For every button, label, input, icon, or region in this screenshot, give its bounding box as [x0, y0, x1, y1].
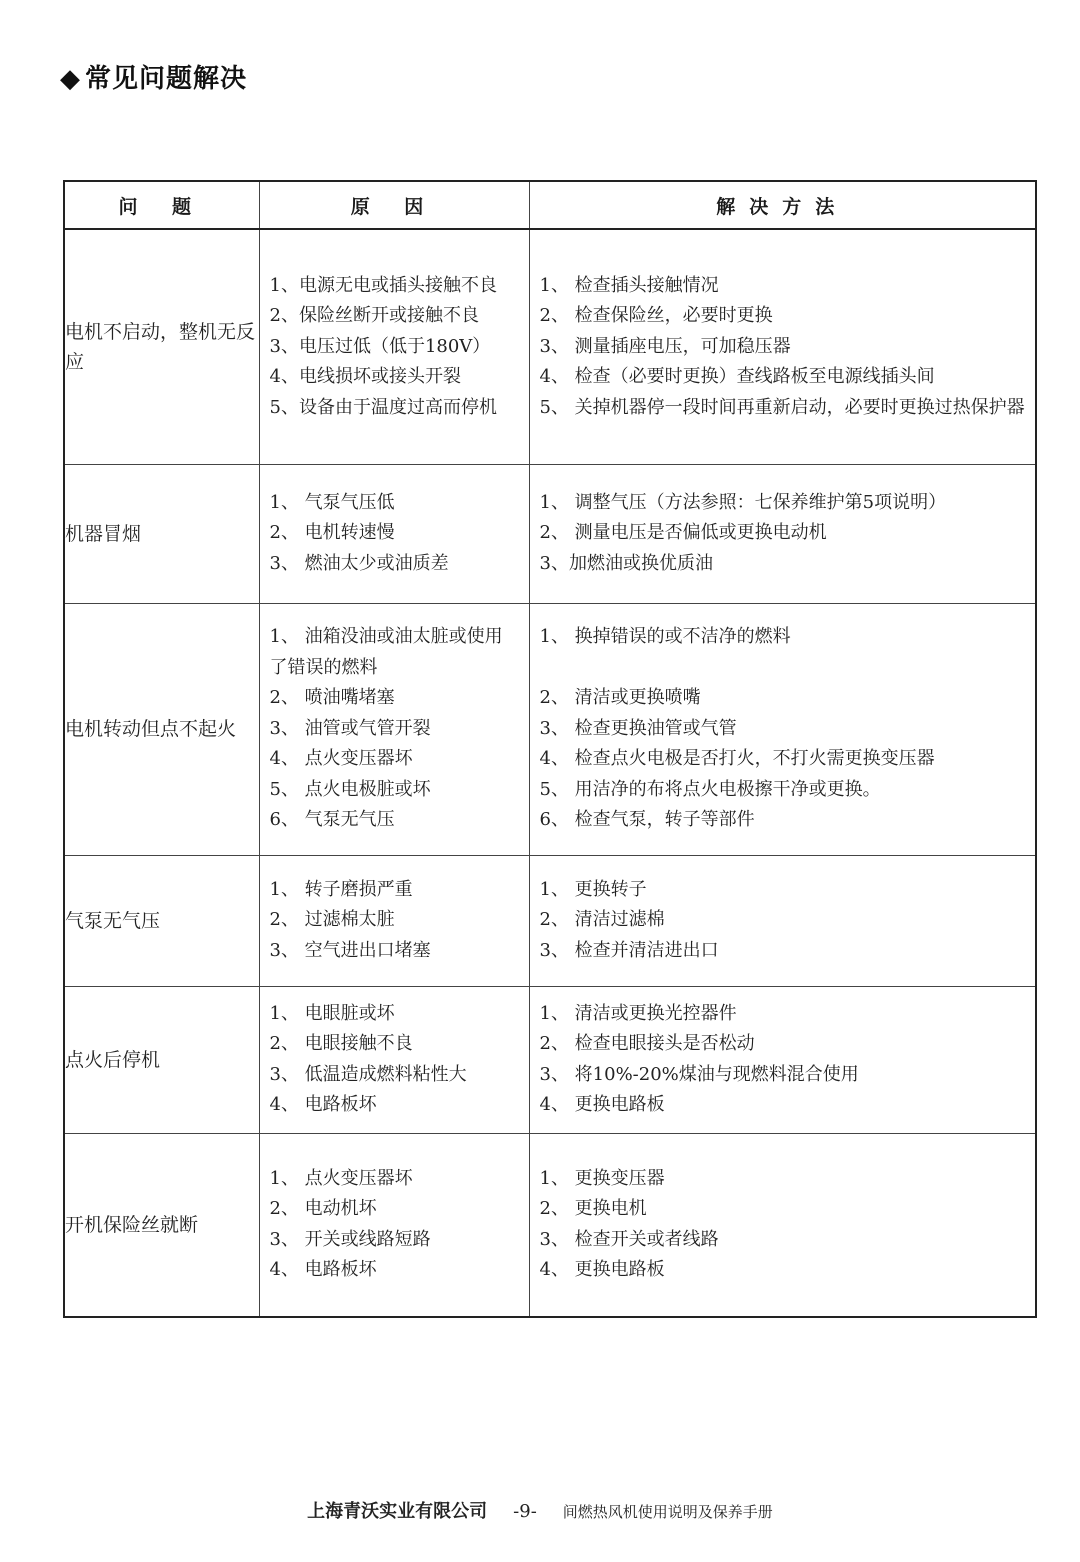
problem-cell: 气泵无气压 — [64, 855, 259, 986]
cause-item: 3、 油管或气管开裂 — [269, 717, 431, 739]
cause-cell — [259, 464, 529, 603]
solution-item: 2、 清洁过滤棉 — [539, 909, 665, 931]
cause-item: 1、 气泵气压低 — [269, 491, 395, 513]
table-row — [64, 855, 1036, 986]
cause-item: 5、设备由于温度过高而停机 — [269, 396, 497, 418]
cause-item: 6、 气泵无气压 — [269, 809, 395, 831]
cause-item: 3、电压过低（低于180V） — [269, 335, 491, 357]
solution-item: 4、 更换电路板 — [539, 1259, 665, 1281]
solution-item: 1、 调整气压（方法参照：七保养维护第5项说明） — [539, 491, 947, 513]
cause-item: 2、 电眼接触不良 — [269, 1033, 413, 1054]
footer-company: 上海青沃实业有限公司 — [307, 1501, 488, 1522]
solution-item: 3、 将10%-20%煤油与现燃料混合使用 — [539, 1063, 859, 1085]
solution-cell — [529, 603, 1036, 855]
table-row — [64, 986, 1036, 1133]
cause-item: 3、 燃油太少或油质差 — [269, 552, 449, 574]
solution-item: 1、 更换转子 — [539, 878, 647, 900]
solution-item: 2、 检查保险丝，必要时更换 — [539, 305, 773, 326]
solution-item: 3、 测量插座电压，可加稳压器 — [539, 335, 791, 357]
solution-cell — [529, 855, 1036, 986]
solution-item: 3、加燃油或换优质油 — [539, 552, 713, 574]
cause-item: 3、 低温造成燃料粘性大 — [269, 1063, 467, 1085]
solution-item — [540, 653, 1026, 684]
header-cause: 原 因 — [259, 181, 529, 229]
cause-cell — [259, 986, 529, 1133]
diamond-bullet-icon: ◆ — [60, 64, 81, 94]
solution-item: 2、 检查电眼接头是否松动 — [539, 1033, 755, 1054]
solution-item: 3、 检查并清洁进出口 — [539, 939, 719, 961]
page-title — [60, 58, 247, 95]
cause-item: 2、 电机转速慢 — [269, 522, 395, 544]
solution-item: 5、 用洁净的布将点火电极擦干净或更换。 — [539, 778, 881, 800]
solution-item: 1、 清洁或更换光控器件 — [539, 1002, 737, 1024]
solution-item: 2、 清洁或更换喷嘴 — [539, 687, 701, 709]
header-solution: 解决方法 — [529, 181, 1036, 229]
solution-item: 3、 检查开关或者线路 — [539, 1228, 719, 1250]
cause-item: 5、 点火电极脏或坏 — [269, 778, 431, 800]
table-row — [64, 229, 1036, 464]
problem-cell: 开机保险丝就断 — [64, 1133, 259, 1317]
solution-item: 4、 检查点火电极是否打火，不打火需更换变压器 — [539, 748, 935, 770]
problem-cell: 电机转动但点不起火 — [64, 603, 259, 855]
solution-item: 1、 检查插头接触情况 — [539, 274, 719, 296]
solution-item: 2、 测量电压是否偏低或更换电动机 — [539, 522, 827, 544]
cause-cell — [259, 1133, 529, 1317]
problem-cell: 电机不启动，整机无反应 — [64, 229, 259, 464]
table-row — [64, 1133, 1036, 1317]
solution-cell — [529, 986, 1036, 1133]
cause-item: 4、 点火变压器坏 — [269, 748, 413, 770]
cause-cell — [259, 855, 529, 986]
cause-cell — [259, 603, 529, 855]
solution-cell — [529, 229, 1036, 464]
solution-cell — [529, 464, 1036, 603]
cause-item: 2、 喷油嘴堵塞 — [269, 687, 395, 709]
cause-item: 2、保险丝断开或接触不良 — [269, 305, 479, 326]
cause-item: 2、 过滤棉太脏 — [269, 909, 395, 931]
solution-item: 2、 更换电机 — [539, 1198, 647, 1220]
header-problem: 问 题 — [64, 181, 259, 229]
troubleshooting-table — [63, 180, 1037, 1318]
cause-cell — [259, 229, 529, 464]
cause-item: 4、 电路板坏 — [269, 1259, 377, 1281]
cause-item: 1、 转子磨损严重 — [269, 878, 413, 900]
table-row — [64, 464, 1036, 603]
solution-item: 1、 换掉错误的或不洁净的燃料 — [539, 626, 791, 648]
solution-item: 4、 检查（必要时更换）查线路板至电源线插头间 — [539, 366, 935, 387]
solution-item: 3、 检查更换油管或气管 — [539, 717, 737, 739]
cause-item: 4、 电路板坏 — [269, 1094, 377, 1115]
solution-cell — [529, 1133, 1036, 1317]
cause-item: 3、 开关或线路短路 — [269, 1228, 431, 1250]
footer-page-number: -9- — [513, 1501, 537, 1522]
page-title-text: 常见问题解决 — [85, 64, 248, 94]
solution-item: 5、 关掉机器停一段时间再重新启动，必要时更换过热保护器 — [539, 396, 1025, 418]
cause-item: 1、 点火变压器坏 — [269, 1167, 413, 1189]
cause-item: 2、 电动机坏 — [269, 1198, 377, 1220]
cause-item: 1、电源无电或插头接触不良 — [269, 274, 497, 296]
table-row — [64, 603, 1036, 855]
problem-cell: 机器冒烟 — [64, 464, 259, 603]
cause-item: 1、 油箱没油或油太脏或使用了错误的燃料 — [269, 626, 503, 678]
cause-item: 4、电线损坏或接头开裂 — [269, 366, 461, 387]
cause-item: 3、 空气进出口堵塞 — [269, 939, 431, 961]
solution-item: 1、 更换变压器 — [539, 1167, 665, 1189]
cause-item: 1、 电眼脏或坏 — [269, 1002, 395, 1024]
footer-manual-title: 间燃热风机使用说明及保养手册 — [562, 1503, 773, 1521]
problem-cell: 点火后停机 — [64, 986, 259, 1133]
table-header-row — [64, 181, 1036, 229]
page-footer — [0, 1497, 1080, 1523]
solution-item: 6、 检查气泵，转子等部件 — [539, 809, 755, 831]
solution-item: 4、 更换电路板 — [539, 1094, 665, 1115]
